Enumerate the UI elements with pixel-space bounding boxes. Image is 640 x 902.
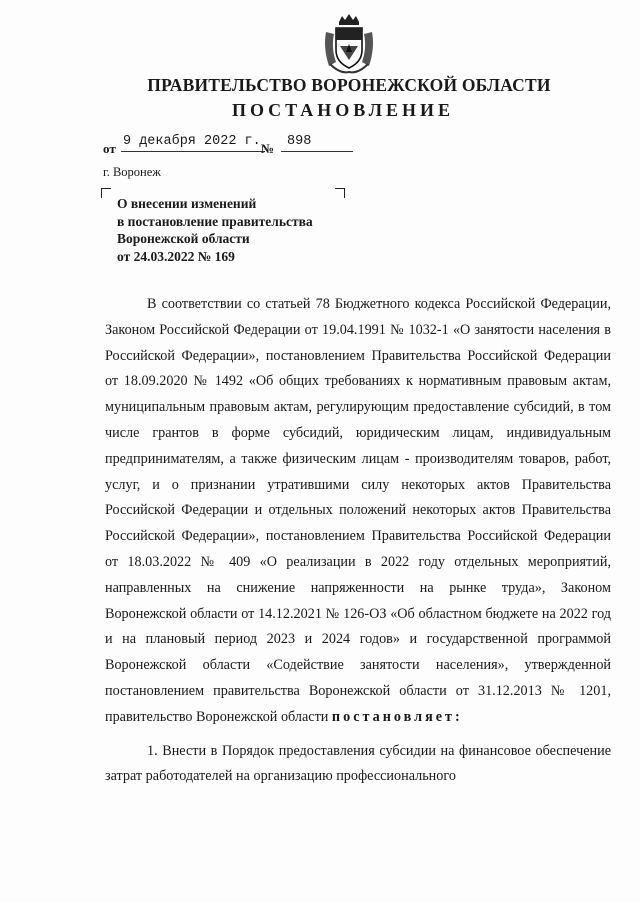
resolves-word: постановляет: <box>331 708 463 725</box>
subject-line: О внесении изменений <box>117 196 257 211</box>
subject-line: Воронежской области <box>117 231 250 246</box>
document-number: 898 <box>281 134 353 152</box>
subject-corner-left <box>101 188 111 198</box>
document-date: 9 декабря 2022 г. <box>121 134 265 152</box>
item-1-paragraph: 1. Внести в Порядок предоставления субсидии на финансовое обеспечение затрат работодателей на организацию профессионального <box>105 742 611 785</box>
number-prefix-label: № <box>261 141 275 156</box>
date-prefix-label: от <box>103 141 116 156</box>
document-type-title: ПОСТАНОВЛЕНИЕ <box>231 100 455 120</box>
preamble-paragraph <box>105 292 611 731</box>
date-number-line <box>103 133 363 155</box>
city-label: г. Воронеж <box>103 165 161 179</box>
government-title: ПРАВИТЕЛЬСТВО ВОРОНЕЖСКОЙ ОБЛАСТИ <box>147 75 551 95</box>
coat-of-arms-icon <box>320 14 378 76</box>
subject-line: в постановление правительства <box>117 213 313 229</box>
preamble-text: В соответствии со статьей 78 Бюджетного кодекса Российской Федерации, Законом Российской Федерации от 19.04.1991 № 1032-1 «О занятости населения в Российской Федерации», постановлением Правительства Российской Федерации от 18.09.2020 № 1492 «Об общих требованиях к нормативным правовым актам, муниципальным правовым актам, регулирующим предоставление субсидий, в том числе грантов в форме субсидий, юридическим лицам, индивидуальным предпринимателям, а также физическим лицам - производителям товаров, работ, услуг, и о признании утратившими силу некоторых актов Правительства Российской Федерации и отдельных положений некоторых актов Правительства Российской Федерации», постановлением Правительства Российской Федерации от 18.03.2022 № 409 «О реализации в 2022 году отдельных мероприятий, направленных на снижение напряженности на рынке труда», Законом Воронежской области от 14.12.2021 № 126-ОЗ «Об областном бюджете на 2022 год и на плановый период 2023 и 2024 годов» и государственной программой Воронежской области «Содействие занятости населения», утвержденной постановлением правительства Воронежской области от 31.12.2013 № 1201, правительство Воронежской области <box>105 296 611 725</box>
document-body <box>105 292 611 790</box>
document-subject <box>117 195 357 265</box>
subject-line: от 24.03.2022 № 169 <box>117 248 235 264</box>
